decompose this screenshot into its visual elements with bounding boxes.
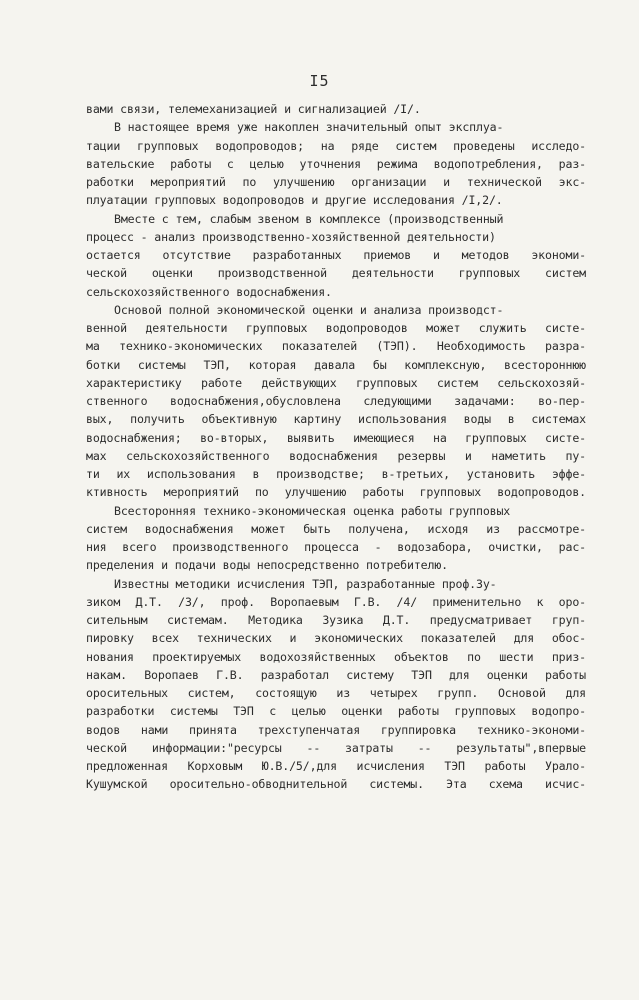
text-line: венной деятельности групповых водопроводов может служить систе- (86, 321, 586, 335)
text-line: ма технико-экономических показателей (ТЭП). Необходимость разра- (86, 339, 586, 354)
body-text (86, 100, 586, 794)
text-line: остается отсутствие разработанных приемов и методов экономи- (86, 248, 586, 262)
text-line: мах сельскохозяйственного водоснабжения резервы и наметить пу- (86, 448, 586, 463)
text-line: Известны методики исчисления ТЭП, разработанные проф.Зу- (114, 576, 497, 591)
text-line: ственного водоснабжения,обусловлена следующими задачами: во-пер- (86, 394, 586, 408)
text-line: вами связи, телемеханизацией и сигнализацией /I/. (86, 102, 421, 116)
text-line: тации групповых водопроводов; на ряде систем проведены исследо- (86, 138, 586, 153)
text-line: работки мероприятий по улучшению организации и технической экс- (86, 175, 586, 189)
text-line: Основой полной экономической оценки и анализа производст- (114, 302, 504, 317)
text-line: ти их использования в производстве; в-третьих, установить эффе- (86, 467, 586, 481)
text-line: сительным системам. Методика Зузика Д.Т. предусматривает груп- (86, 613, 586, 627)
text-line: ческой информации:"ресурсы -- затраты -- результаты",впервые (86, 740, 586, 755)
text-line: ческой оценки производственной деятельности групповых систем (86, 266, 586, 281)
text-line: систем водоснабжения может быть получена, исходя из рассмотре- (86, 521, 586, 536)
text-line: нования проектируемых водохозяйственных объектов по шести приз- (86, 649, 586, 664)
text-line: накам. Воропаев Г.В. разработал систему ТЭП для оценки работы (86, 667, 586, 682)
text-line: водоснабжения; во-вторых, выявить имеющиеся на групповых систе- (86, 430, 586, 445)
text-line: вых, получить объективную картину использования воды в системах (86, 412, 586, 427)
text-line: В настоящее время уже накоплен значительный опыт эксплуа- (114, 120, 504, 135)
text-line: ктивность мероприятий по улучшению работы групповых водопроводов. (86, 485, 586, 500)
text-line: Всесторонняя технико-экономическая оценка работы групповых (114, 503, 511, 518)
text-line: водов нами принята трехступенчатая группировка технико-экономи- (86, 722, 586, 737)
page-number: I5 (309, 72, 330, 90)
text-line: зиком Д.Т. /3/, проф. Воропаевым Г.В. /4/ применительно к оро- (86, 594, 586, 609)
text-line: оросительных систем, состоящую из четырех групп. Основой для (86, 686, 586, 700)
text-line: ния всего производственного процесса - водозабора, очистки, рас- (86, 540, 586, 554)
text-line: пределения и подачи воды непосредственно потребителю. (86, 558, 448, 573)
text-line: характеристику работе действующих групповых систем сельскохозяй- (86, 375, 586, 390)
text-line: сельскохозяйственного водоснабжения. (86, 284, 332, 299)
text-line: ботки системы ТЭП, которая давала бы комплексную, всестороннюю (86, 357, 586, 372)
text-line: Вместе с тем, слабым звеном в комплексе (производственный (114, 211, 504, 226)
text-line: процесс - анализ производственно-хозяйственной деятельности) (86, 229, 496, 244)
text-line: Кушумской оросительно-обводнительной системы. Эта схема исчис- (86, 777, 586, 792)
text-line: предложенная Корховым Ю.В./5/,для исчисления ТЭП работы Урало- (86, 759, 586, 773)
text-line: разработки системы ТЭП с целью оценки работы групповых водопро- (86, 704, 586, 719)
text-line: вательские работы с целью уточнения режима водопотребления, раз- (86, 156, 586, 171)
text-line: пировку всех технических и экономических показателей для обос- (86, 631, 586, 646)
text-line: плуатации групповых водопроводов и другие исследования /I,2/. (86, 193, 503, 208)
